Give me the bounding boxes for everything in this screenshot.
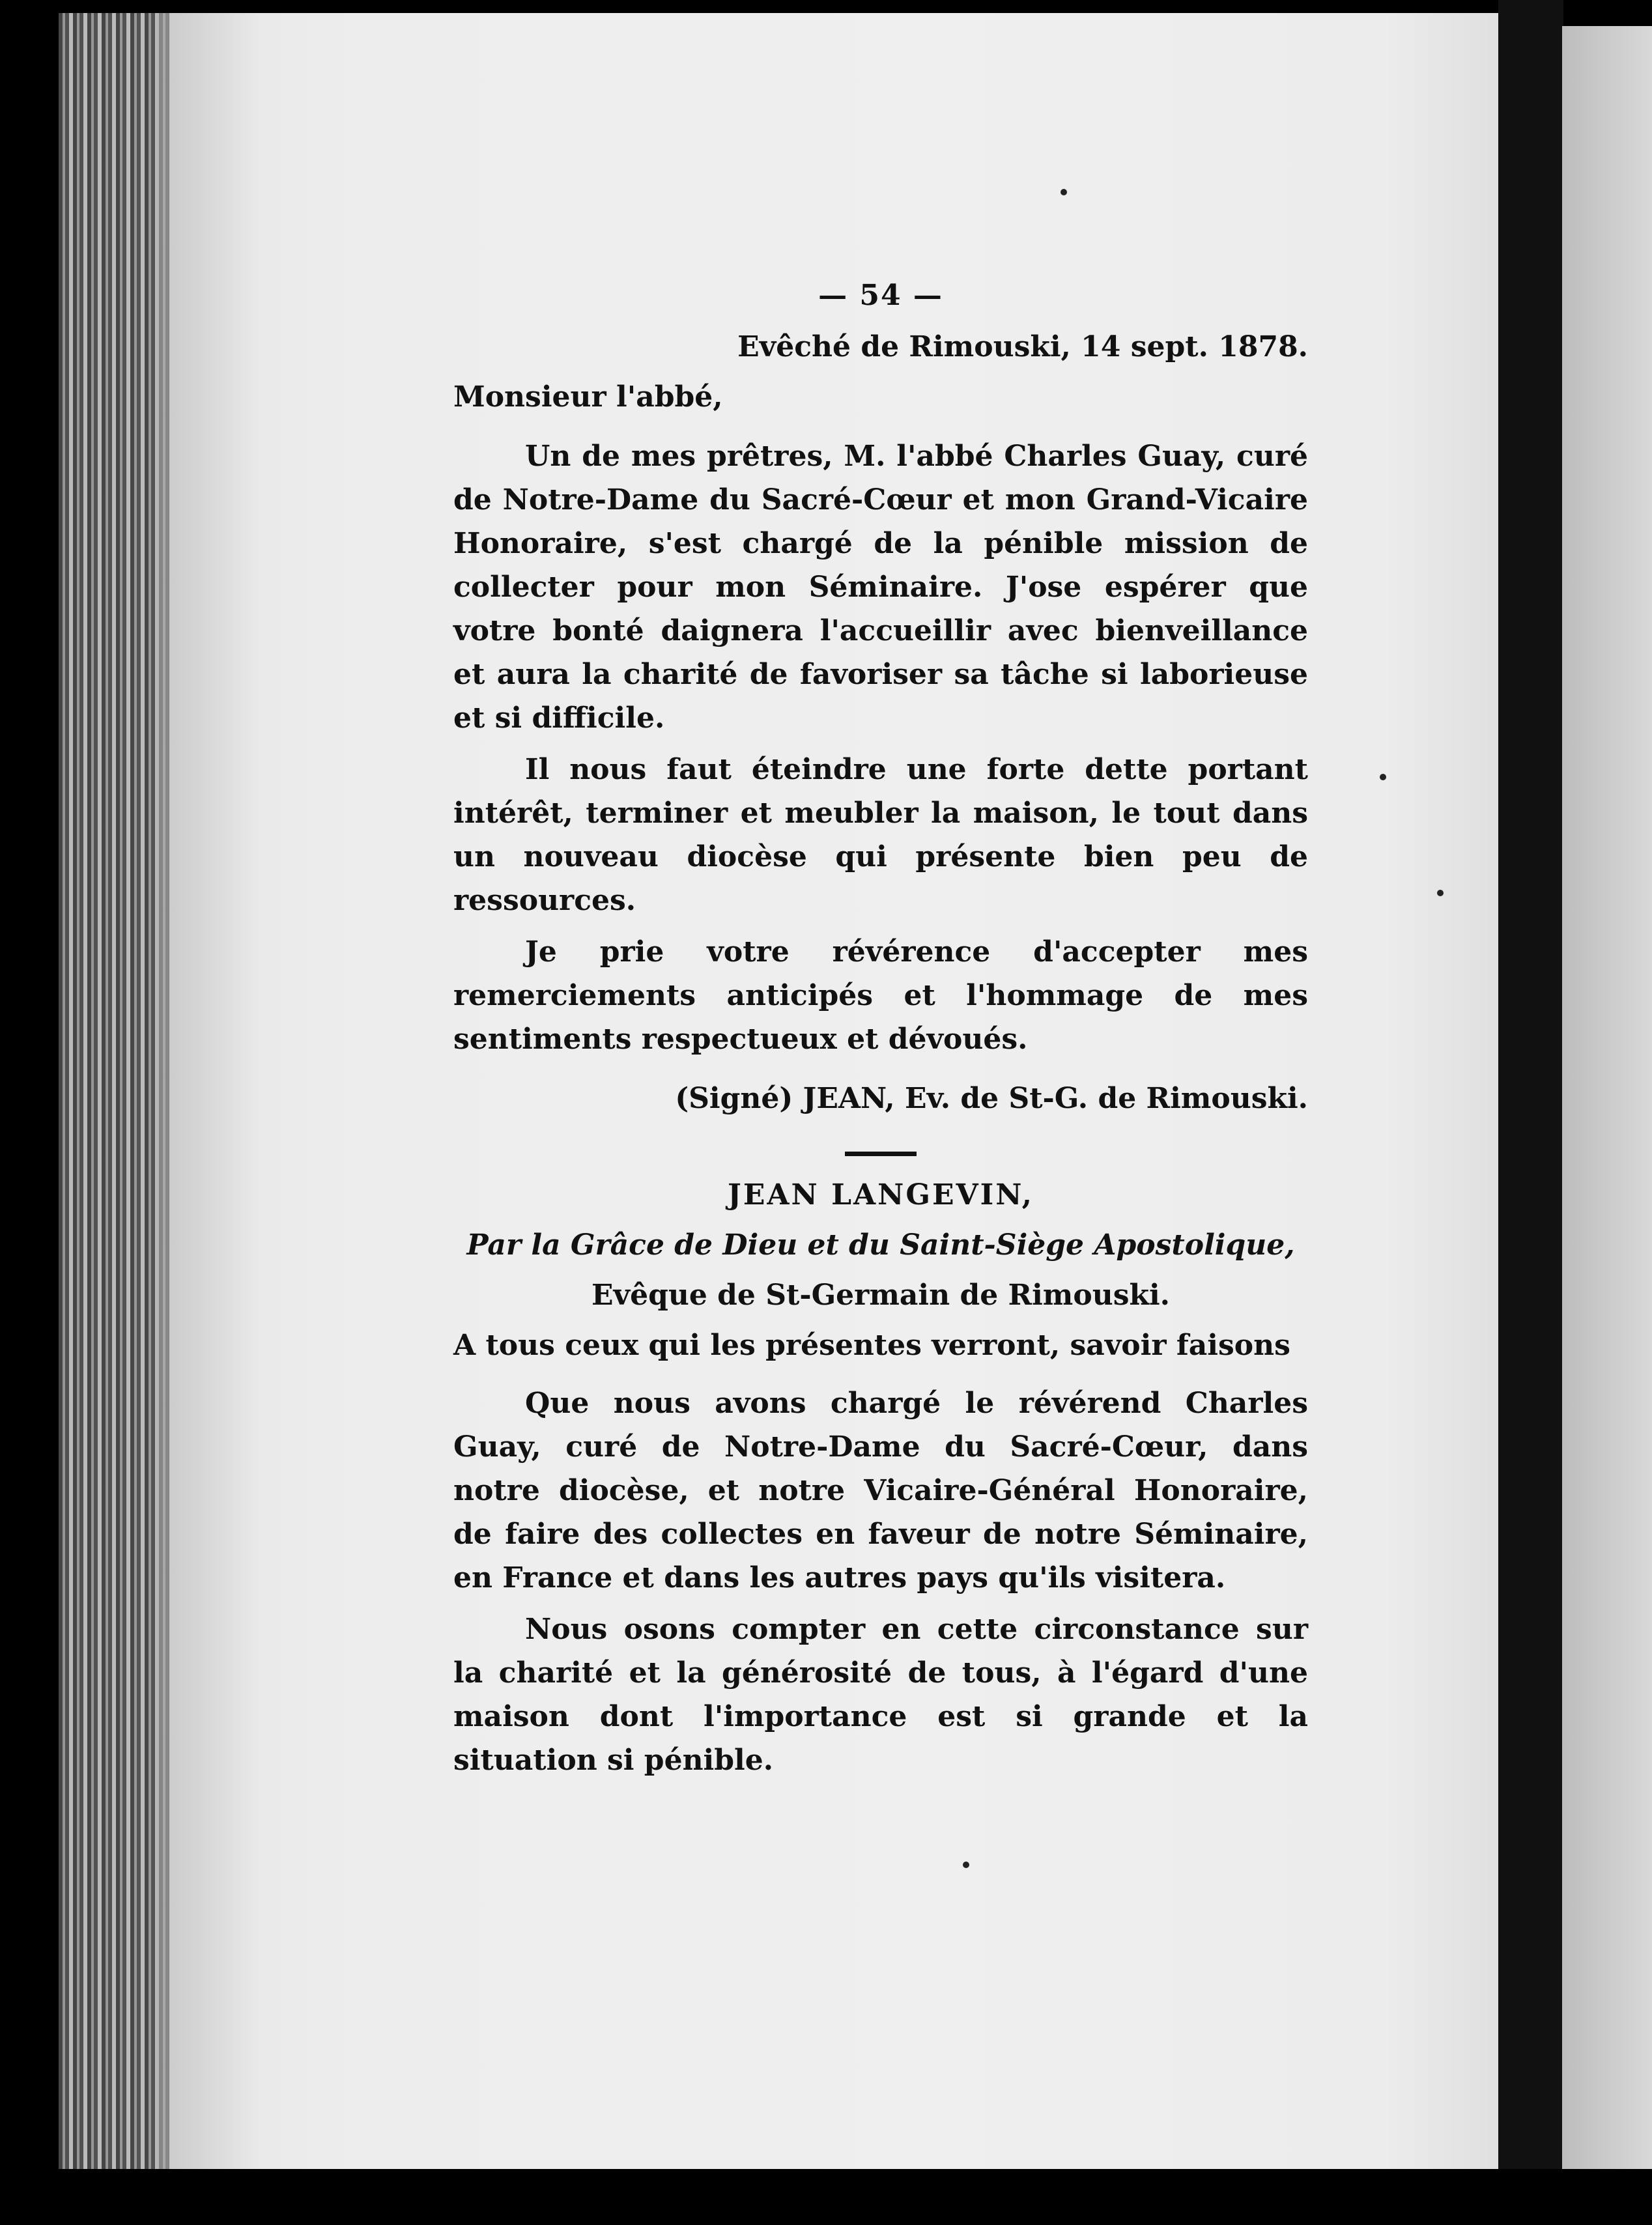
decree-paragraph: Nous osons compter en cette circonstance sur la charité et la générosité de tous, à l'égard d'une maison dont l'importance est si grande et la situation si pénible. — [453, 1613, 1308, 1777]
decree-proclamation: A tous ceux qui les présentes verront, savoir faisons — [453, 1329, 1290, 1362]
decree-paragraph: Que nous avons chargé le révérend Charles Guay, curé de Notre-Dame du Sacré-Cœur, dans notre diocèse, et notre Vicaire-Général Honoraire, de faire des collectes en faveur de notre Séminaire, en France et dans les autres pays qu'ils visitera. — [453, 1387, 1308, 1594]
facing-page-edge — [1562, 26, 1652, 2175]
page-number: — 54 — — [818, 279, 943, 312]
bishop-see: Evêque de St-Germain de Rimouski. — [591, 1279, 1170, 1312]
letter-signature: (Signé) JEAN, Ev. de St-G. de Rimouski. — [675, 1082, 1308, 1115]
ink-speck — [1437, 890, 1444, 896]
bishop-title: Par la Grâce de Dieu et du Saint-Siège Apostolique, — [466, 1228, 1295, 1262]
letter-paragraph: Un de mes prêtres, M. l'abbé Charles Guay, curé de Notre-Dame du Sacré-Cœur et mon Grand-Vicaire Honoraire, s'est chargé de la pénible mission de collecter pour mon Séminaire. J'ose espérer que votre bonté daignera l'accueillir avec bienveillance et aura la charité de favoriser sa tâche si laborieuse et si difficile. — [453, 440, 1308, 735]
gutter-shadow — [156, 13, 261, 2169]
ink-speck — [963, 1862, 969, 1868]
letter-paragraph: Il nous faut éteindre une forte dette portant intérêt, terminer et meubler la maison, le tout dans un nouveau diocèse qui présente bien peu de ressources. — [453, 753, 1308, 917]
document-text — [453, 274, 1308, 1790]
letter-salutation: Monsieur l'abbé, — [453, 380, 723, 414]
ink-speck — [1380, 774, 1386, 780]
book-page-edges — [59, 13, 169, 2169]
bishop-name: JEAN LANGEVIN, — [728, 1178, 1034, 1212]
scan-border — [0, 2169, 1652, 2225]
letter-paragraph: Je prie votre révérence d'accepter mes remerciements anticipés et l'hommage de mes sentiments respectueux et dévoués. — [453, 935, 1308, 1056]
section-divider — [845, 1152, 917, 1156]
book-gutter — [1498, 0, 1563, 2225]
letter-dateline: Evêché de Rimouski, 14 sept. 1878. — [737, 330, 1308, 363]
ink-speck — [1061, 189, 1067, 195]
